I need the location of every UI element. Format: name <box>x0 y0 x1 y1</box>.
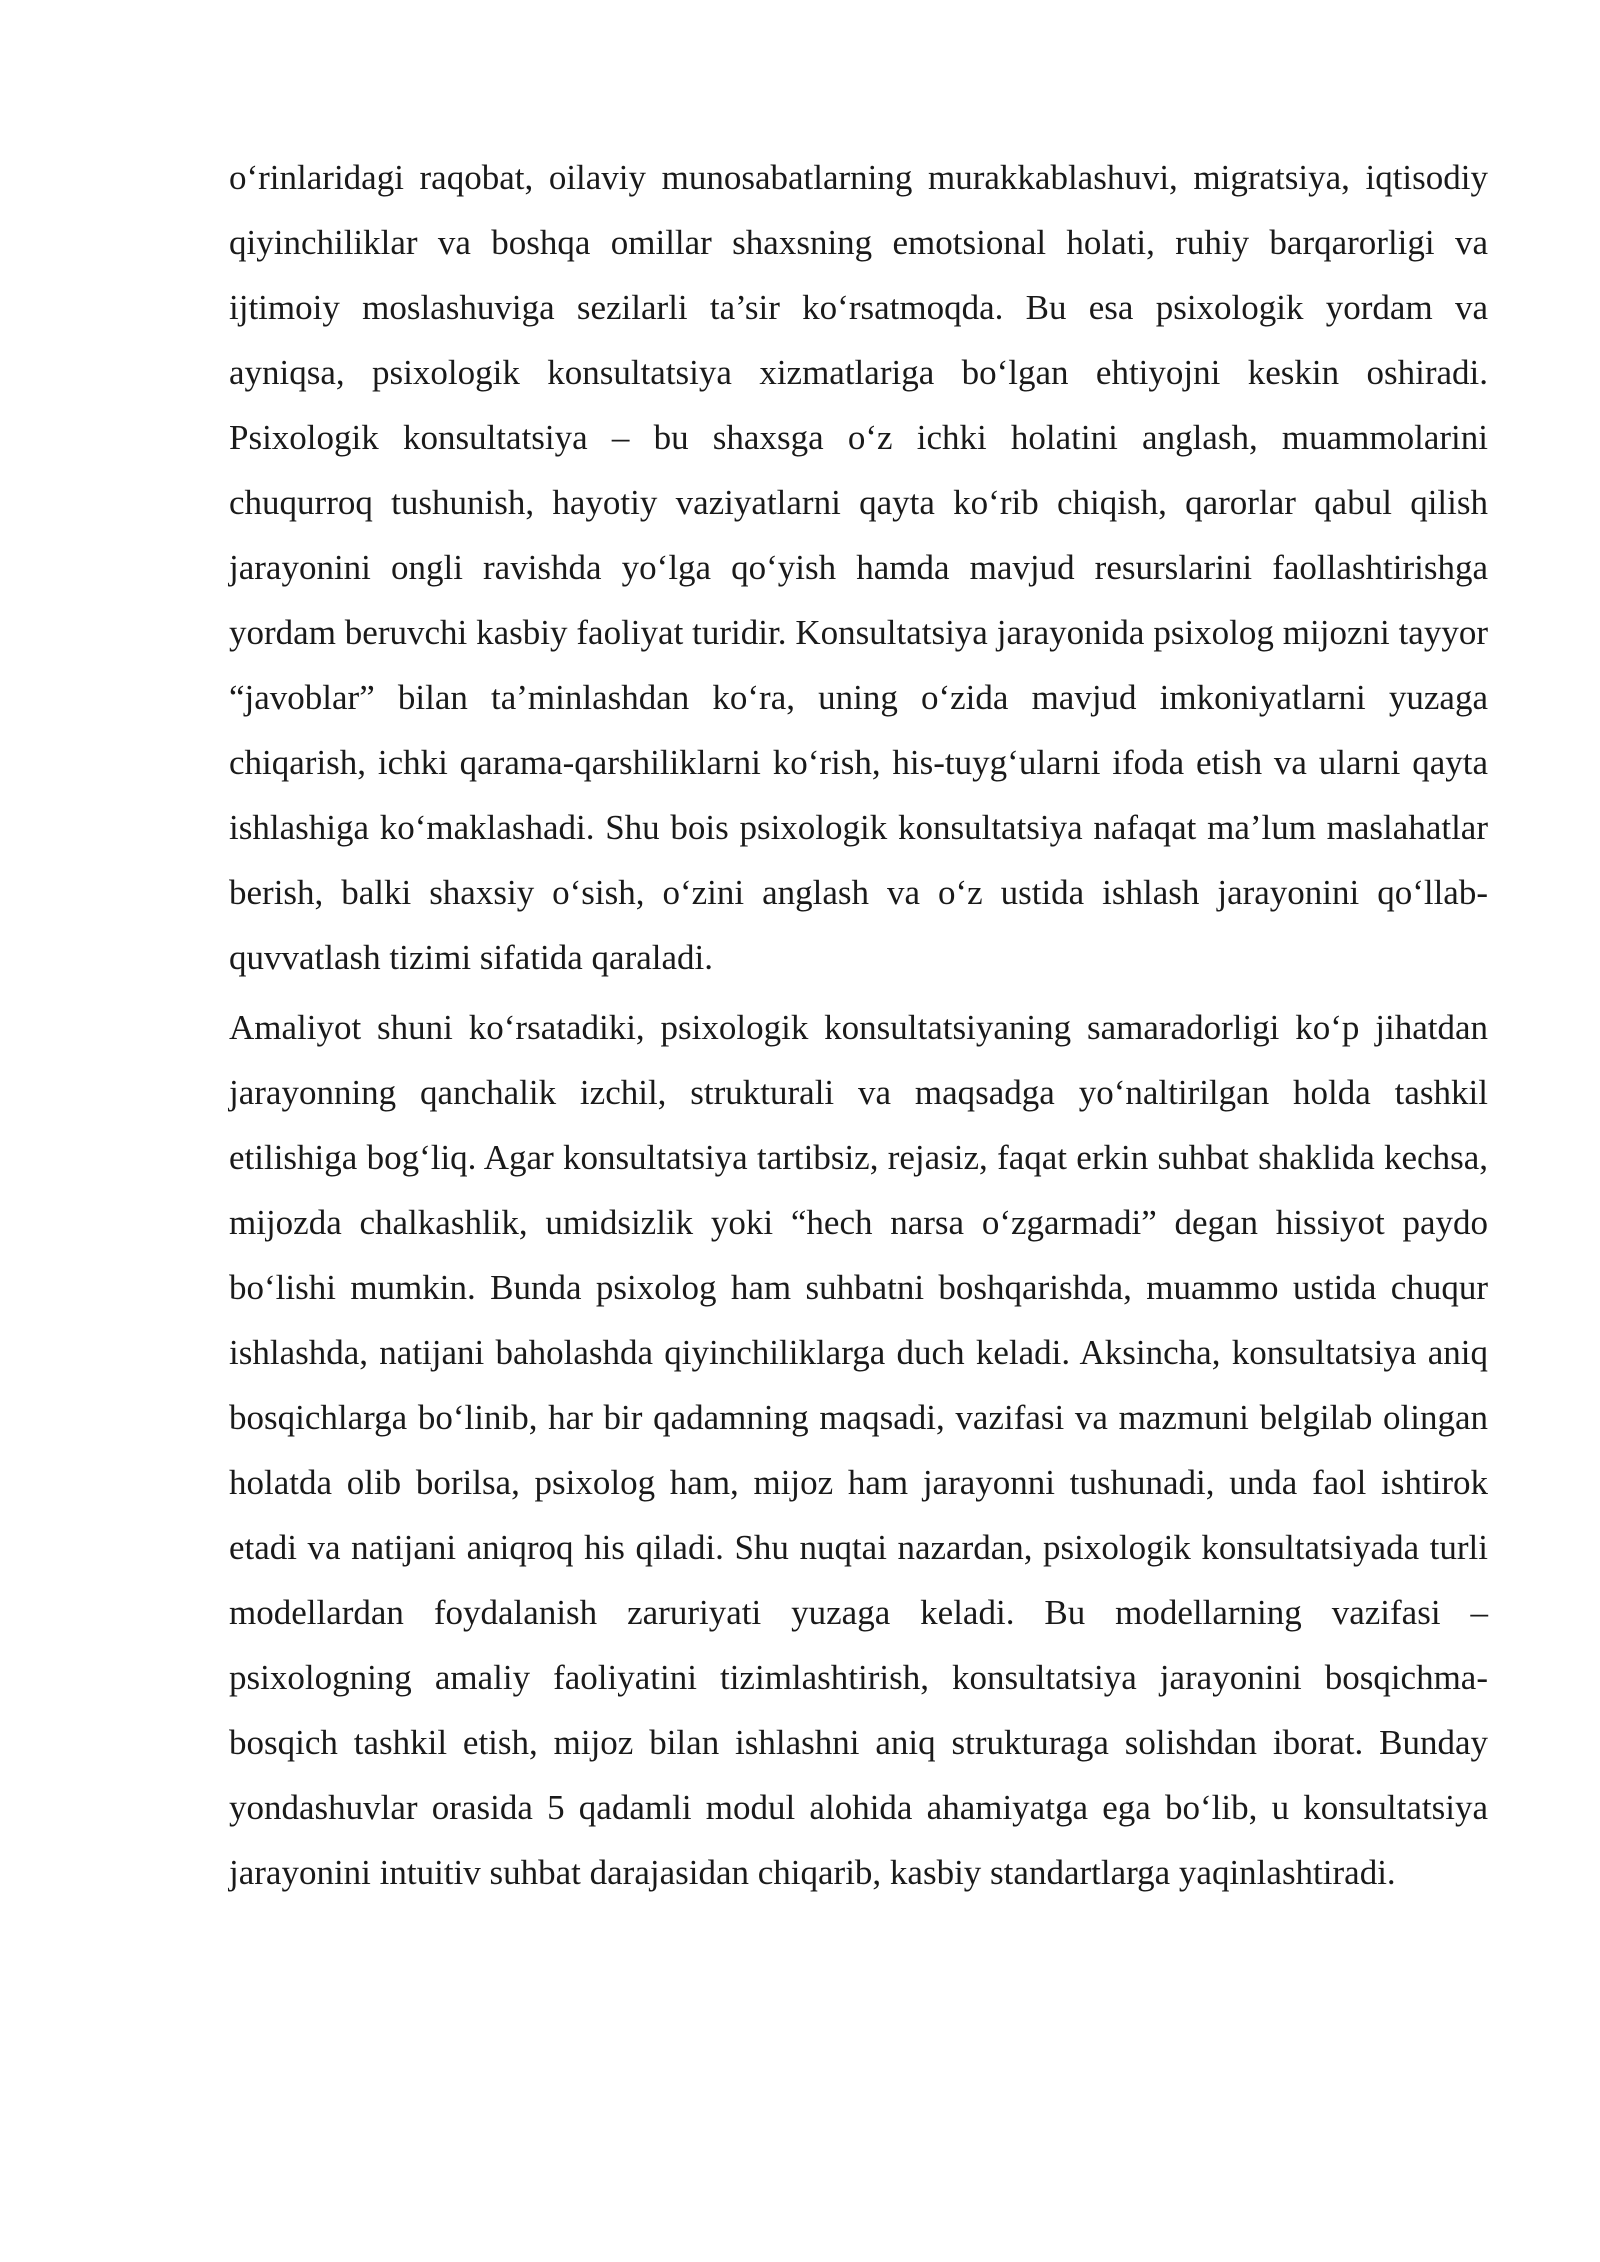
paragraph-1: o‘rinlaridagi raqobat, oilaviy munosabatlarning murakkablashuvi, migratsiya, iqtisodiy qiyinchiliklar va boshqa omillar shaxsning emotsional holati, ruhiy barqarorligi va ijtimoiy moslashuviga sezilarli ta’sir ko‘rsatmoqda. Bu esa psixologik yordam va ayniqsa, psixologik konsultatsiya xizmatlariga bo‘lgan ehtiyojni keskin oshiradi. Psixologik konsultatsiya – bu shaxsga o‘z ichki holatini anglash, muammolarini chuqurroq tushunish, hayotiy vaziyatlarni qayta ko‘rib chiqish, qarorlar qabul qilish jarayonini ongli ravishda yo‘lga qo‘yish hamda mavjud resurslarini faollashtirishga yordam beruvchi kasbiy faoliyat turidir. Konsultatsiya jarayonida psixolog mijozni tayyor “javoblar” bilan ta’minlashdan ko‘ra, uning o‘zida mavjud imkoniyatlarni yuzaga chiqarish, ichki qarama-qarshiliklarni ko‘rish, his-tuyg‘ularni ifoda etish va ularni qayta ishlashiga ko‘maklashadi. Shu bois psixologik konsultatsiya nafaqat ma’lum maslahatlar berish, balki shaxsiy o‘sish, o‘zini anglash va o‘z ustida ishlash jarayonini qo‘llab-quvvatlash tizimi sifatida qaraladi. <box>229 158 1488 977</box>
paragraph-2: Amaliyot shuni ko‘rsatadiki, psixologik konsultatsiyaning samaradorligi ko‘p jihatdan jarayonning qanchalik izchil, strukturali va maqsadga yo‘naltirilgan holda tashkil etilishiga bog‘liq. Agar konsultatsiya tartibsiz, rejasiz, faqat erkin suhbat shaklida kechsa, mijozda chalkashlik, umidsizlik yoki “hech narsa o‘zgarmadi” degan hissiyot paydo bo‘lishi mumkin. Bunda psixolog ham suhbatni boshqarishda, muammo ustida chuqur ishlashda, natijani baholashda qiyinchiliklarga duch keladi. Aksincha, konsultatsiya aniq bosqichlarga bo‘linib, har bir qadamning maqsadi, vazifasi va mazmuni belgilab olingan holatda olib borilsa, psixolog ham, mijoz ham jarayonni tushunadi, unda faol ishtirok etadi va natijani aniqroq his qiladi. Shu nuqtai nazardan, psixologik konsultatsiyada turli modellardan foydalanish zaruriyati yuzaga keladi. Bu modellarning vazifasi – psixologning amaliy faoliyatini tizimlashtirish, konsultatsiya jarayonini bosqichma-bosqich tashkil etish, mijoz bilan ishlashni aniq strukturaga solishdan iborat. Bunday yondashuvlar orasida 5 qadamli modul alohida ahamiyatga ega bo‘lib, u konsultatsiya jarayonini intuitiv suhbat darajasidan chiqarib, kasbiy standartlarga yaqinlashtiradi. <box>229 1008 1488 1892</box>
body-text <box>229 145 1488 1905</box>
